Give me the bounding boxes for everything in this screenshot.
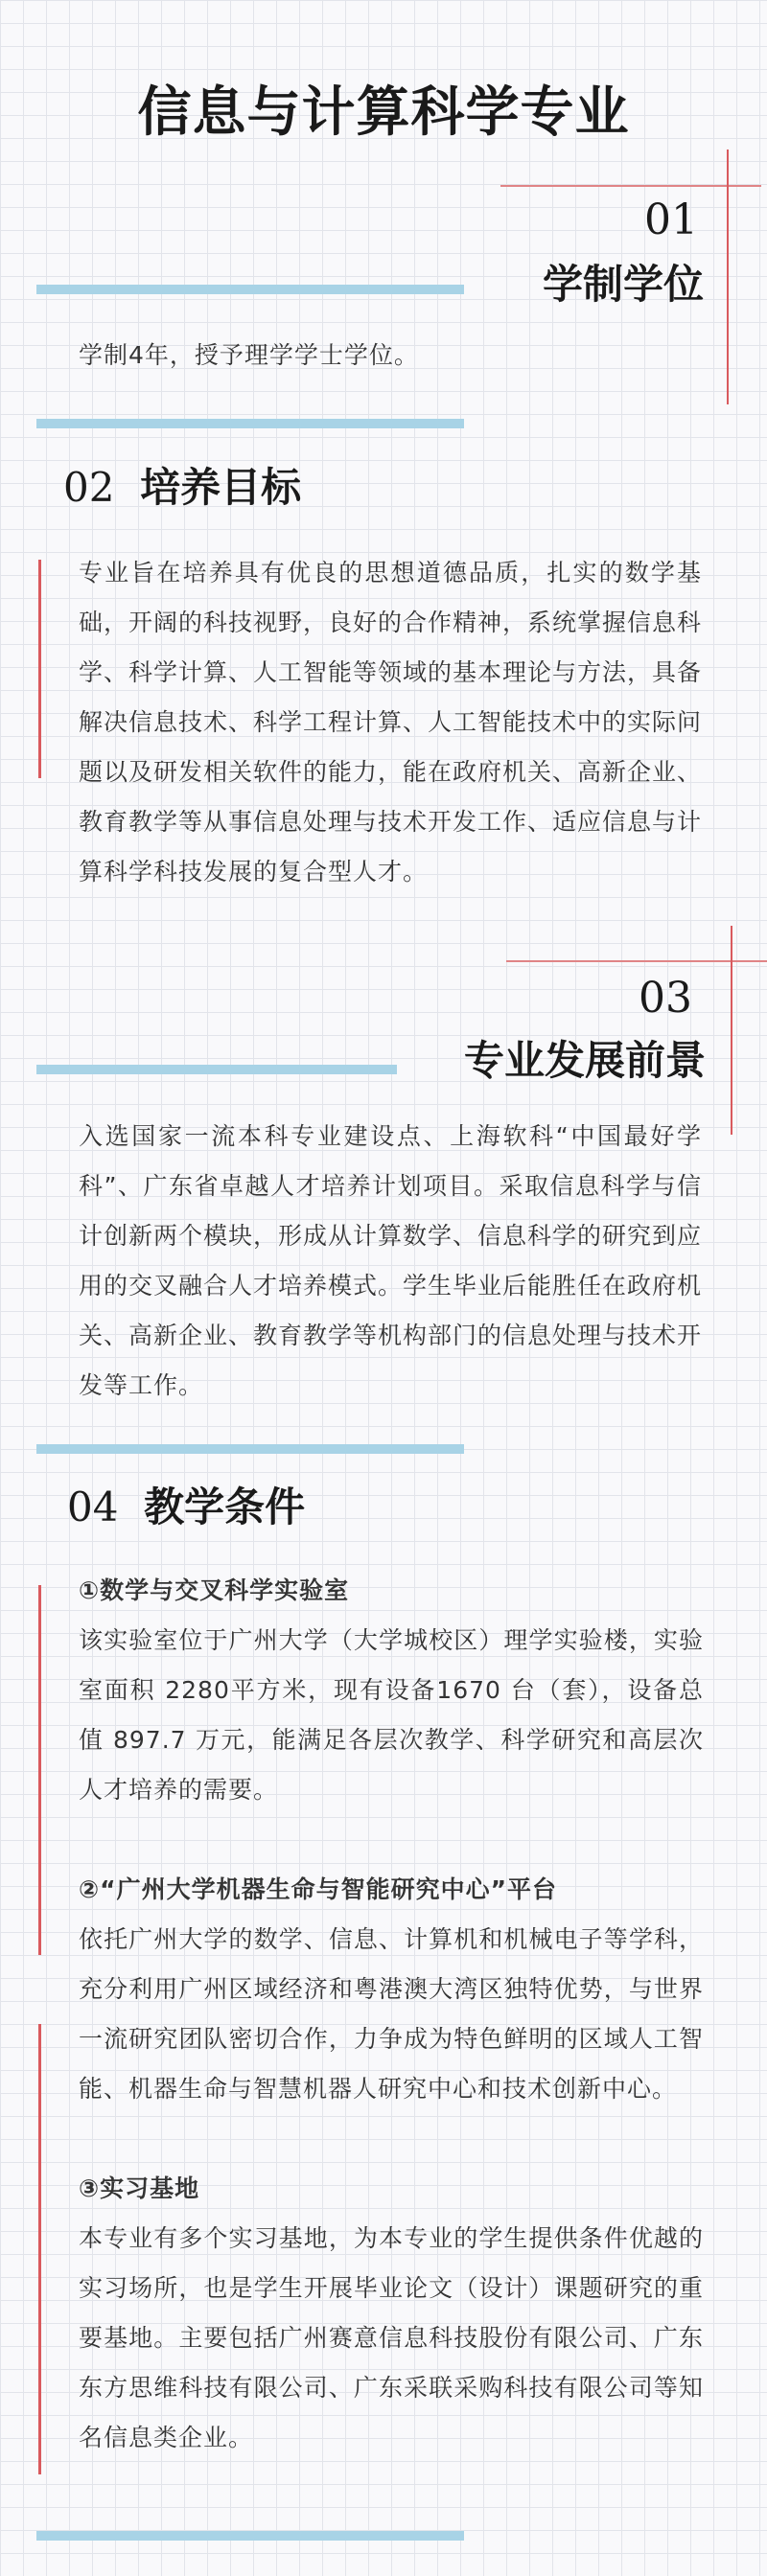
- section-3-red-vertical-line: [731, 926, 732, 1135]
- teaching-item-1-subtitle: ①数学与交叉科学实验室: [79, 1576, 350, 1604]
- section-4-title: 教学条件: [144, 1484, 306, 1530]
- section-3-text: 入选国家一流本科专业建设点、上海软科“中国最好学科”、广东省卓越人才培养计划项目。采取信息科学与信计创新两个模块，形成从计算数学、信息科学的研究到应用的交叉融合人才培养模式。学生毕业后能胜任在政府机关、高新企业、教育教学等机构部门的信息处理与技术开发等工作。: [79, 1122, 703, 1399]
- section-3-red-horizontal-line: [506, 960, 767, 962]
- section-1-title: 学制学位: [542, 261, 704, 308]
- section-1-blue-bar: [36, 285, 464, 294]
- section-1-red-vertical-line: [727, 150, 729, 404]
- teaching-item-1-text: 该实验室位于广州大学（大学城校区）理学实验楼，实验室面积 2280平方米，现有设备1670 台（套），设备总值 897.7 万元，能满足各层次教学、科学研究和高层次人才培养的需要。: [79, 1626, 704, 1804]
- section-2-heading: [63, 462, 301, 514]
- section-4-red-vertical-line-upper: [38, 1585, 41, 1955]
- section-3-blue-bar: [36, 1065, 397, 1074]
- section-2-title: 培养目标: [140, 464, 302, 511]
- section-4-number: 04: [67, 1484, 119, 1530]
- section-4-red-vertical-line-lower: [38, 2024, 41, 2474]
- section-1-number: 01: [644, 196, 698, 244]
- section-3-title: 专业发展前景: [463, 1037, 706, 1084]
- section-4-content: [79, 1566, 704, 2463]
- section-2-text: 专业旨在培养具有优良的思想道德品质，扎实的数学基础，开阔的科技视野，良好的合作精神，系统掌握信息科学、科学计算、人工智能等领域的基本理论与方法，具备解决信息技术、科学工程计算、人工智能技术中的实际问题以及研发相关软件的能力，能在政府机关、高新企业、教育教学等从事信息处理与技术开发工作、适应信息与计算科学科技发展的复合型人才。: [79, 559, 703, 886]
- teaching-item-3-text: 本专业有多个实习基地，为本专业的学生提供条件优越的实习场所，也是学生开展毕业论文（设计）课题研究的重要基地。主要包括广州赛意信息科技股份有限公司、广东东方思维科技有限公司、广东采联采购科技有限公司等知名信息类企业。: [79, 2224, 704, 2451]
- teaching-item-3-subtitle: ③实习基地: [79, 2174, 200, 2202]
- section-4-blue-bar: [36, 1444, 464, 1454]
- section-2-number: 02: [63, 464, 115, 511]
- section-3-number: 03: [639, 974, 692, 1023]
- teaching-item-2-text: 依托广州大学的数学、信息、计算机和机械电子等学科，充分利用广州区域经济和粤港澳大湾区独特优势，与世界一流研究团队密切合作，力争成为特色鲜明的区域人工智能、机器生命与智慧机器人研究中心和技术创新中心。: [79, 1925, 704, 2103]
- section-1-red-horizontal-line: [500, 185, 761, 187]
- section-4-heading: [67, 1482, 305, 1533]
- section-2-red-vertical-line: [38, 560, 41, 778]
- page-title: 信息与计算科学专业: [137, 80, 630, 144]
- teaching-item-2-subtitle: ②“广州大学机器生命与智能研究中心”平台: [79, 1875, 558, 1903]
- section-2-blue-bar: [36, 419, 464, 428]
- footer-blue-bar: [36, 2531, 464, 2541]
- section-1-text: 学制4年，授予理学学士学位。: [79, 341, 419, 369]
